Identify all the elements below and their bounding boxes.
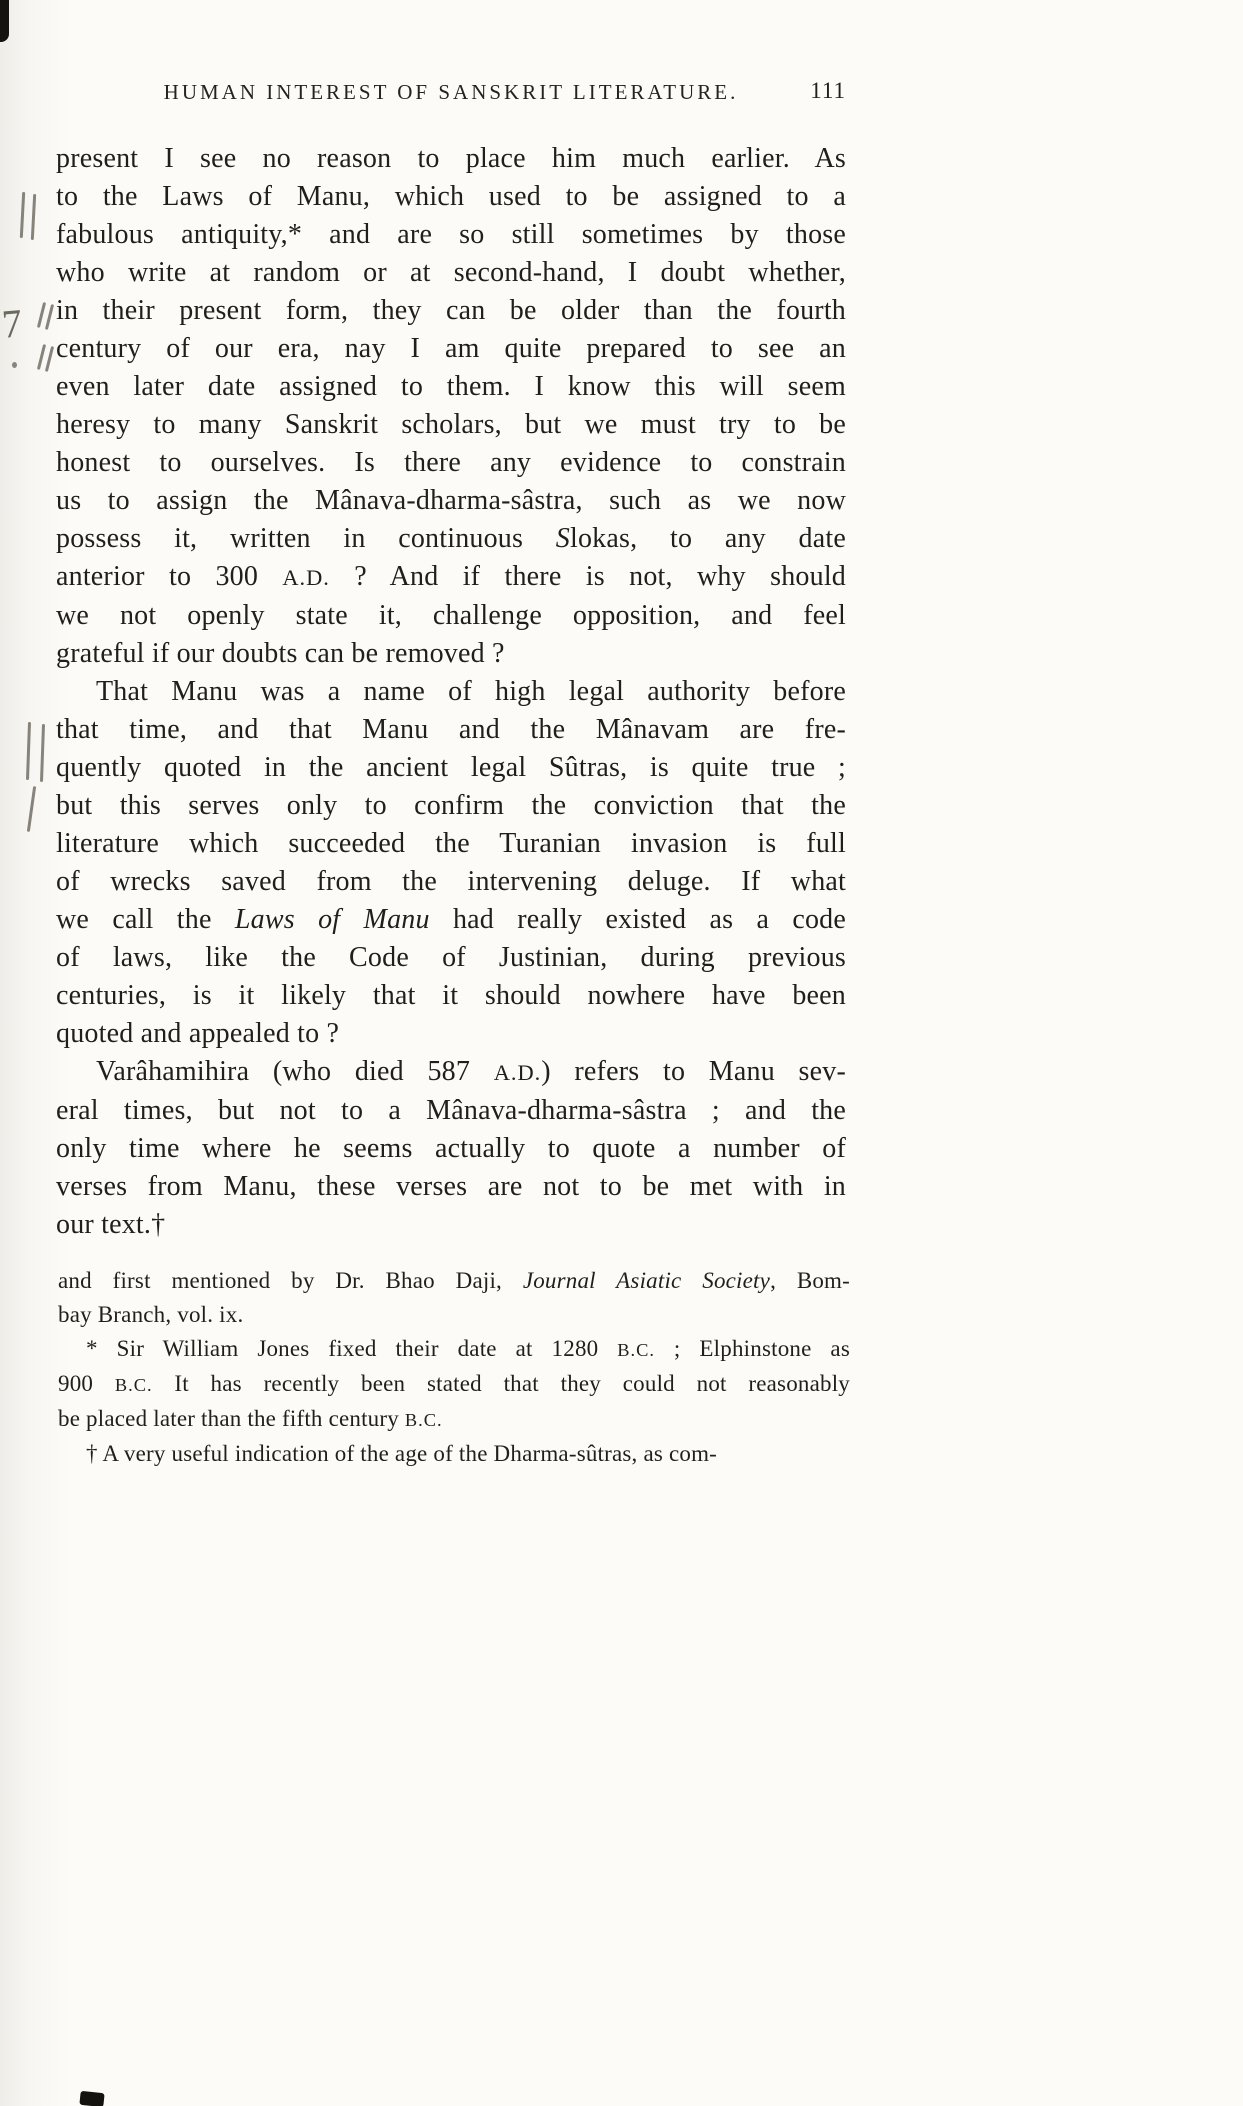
text-line: to the Laws of Manu, which used to be assigned to a xyxy=(56,181,846,212)
text-line: only time where he seems actually to quote a number of xyxy=(56,1133,846,1164)
text-line: possess it, written in continuous Slokas, to any date xyxy=(56,523,846,554)
paragraph xyxy=(58,1332,850,1437)
text-line: century of our era, nay I am quite prepared to see an xyxy=(56,333,846,364)
margin-pencil-mark-bar xyxy=(26,722,31,780)
margin-pencil-mark-bar xyxy=(20,192,25,238)
text-line: quently quoted in the ancient legal Sûtras, is quite true ; xyxy=(56,752,846,783)
text-line: who write at random or at second-hand, I doubt whether, xyxy=(56,257,846,288)
text-line: us to assign the Mânava-dharma-sâstra, such as we now xyxy=(56,485,846,516)
text-line: present I see no reason to place him much earlier. As xyxy=(56,143,846,174)
text-line: that time, and that Manu and the Mânavam are fre- xyxy=(56,714,846,745)
text-line: we not openly state it, challenge opposition, and feel xyxy=(56,600,846,631)
text-line: That Manu was a name of high legal authority before xyxy=(96,676,846,707)
text-line: and first mentioned by Dr. Bhao Daji, Journal Asiatic Society, Bom- xyxy=(58,1268,851,1293)
body-text xyxy=(56,140,846,1244)
text-line: we call the Laws of Manu had really existed as a code xyxy=(56,904,846,935)
scan-artifact-top-left xyxy=(0,0,9,42)
text-line: eral times, but not to a Mânava-dharma-sâstra ; and the xyxy=(56,1095,846,1126)
text-line: verses from Manu, these verses are not to be met with in xyxy=(56,1171,846,1202)
paragraph xyxy=(56,673,846,1053)
text-line: of wrecks saved from the intervening deluge. If what xyxy=(56,866,846,897)
margin-pencil-tick xyxy=(37,344,46,370)
footnotes-section xyxy=(58,1264,850,1471)
text-line: Varâhamihira (who died 587 A.D.) refers to Manu sev- xyxy=(96,1056,846,1087)
text-line: bay Branch, vol. ix. xyxy=(58,1302,244,1327)
text-line: be placed later than the fifth century B.C. xyxy=(58,1406,443,1431)
text-line: † A very useful indication of the age of the Dharma-sûtras, as com- xyxy=(86,1441,718,1466)
text-line: our text.† xyxy=(56,1209,166,1240)
margin-pencil-tick xyxy=(45,304,54,330)
margin-pencil-mark-bar xyxy=(40,724,45,782)
page-header xyxy=(56,80,846,110)
text-line: 900 B.C. It has recently been stated that they could not reasonably xyxy=(58,1371,850,1396)
margin-pencil-tick xyxy=(37,302,46,328)
paragraph xyxy=(56,140,846,673)
text-line: in their present form, they can be older than the fourth xyxy=(56,295,846,326)
text-line: fabulous antiquity,* and are so still sometimes by those xyxy=(56,219,846,250)
paragraph xyxy=(58,1437,850,1471)
text-line: literature which succeeded the Turanian invasion is full xyxy=(56,828,846,859)
text-line: anterior to 300 A.D. ? And if there is not, why should xyxy=(56,561,846,592)
margin-pencil-mark-bar xyxy=(31,194,36,240)
running-title: HUMAN INTEREST OF SANSKRIT LITERATURE. xyxy=(163,80,739,104)
text-line: * Sir William Jones fixed their date at 1280 B.C. ; Elphinstone as xyxy=(86,1336,850,1361)
text-line: even later date assigned to them. I know this will seem xyxy=(56,371,846,402)
text-line: but this serves only to confirm the conviction that the xyxy=(56,790,846,821)
margin-pencil-tick xyxy=(45,346,54,372)
paragraph xyxy=(56,1053,846,1244)
paragraph xyxy=(58,1264,850,1332)
scan-artifact-bottom-left xyxy=(79,2091,104,2106)
text-line: of laws, like the Code of Justinian, during previous xyxy=(56,942,846,973)
text-line: heresy to many Sanskrit scholars, but we must try to be xyxy=(56,409,846,440)
text-line: quoted and appealed to ? xyxy=(56,1018,340,1049)
text-line: honest to ourselves. Is there any evidence to constrain xyxy=(56,447,846,478)
margin-pencil-dot xyxy=(12,362,17,368)
margin-pencil-mark-bar xyxy=(27,786,36,832)
page-number: 111 xyxy=(810,78,846,103)
text-line: grateful if our doubts can be removed ? xyxy=(56,638,505,669)
margin-pencil-numeral: 7 xyxy=(0,300,24,347)
text-line: centuries, is it likely that it should nowhere have been xyxy=(56,980,846,1011)
